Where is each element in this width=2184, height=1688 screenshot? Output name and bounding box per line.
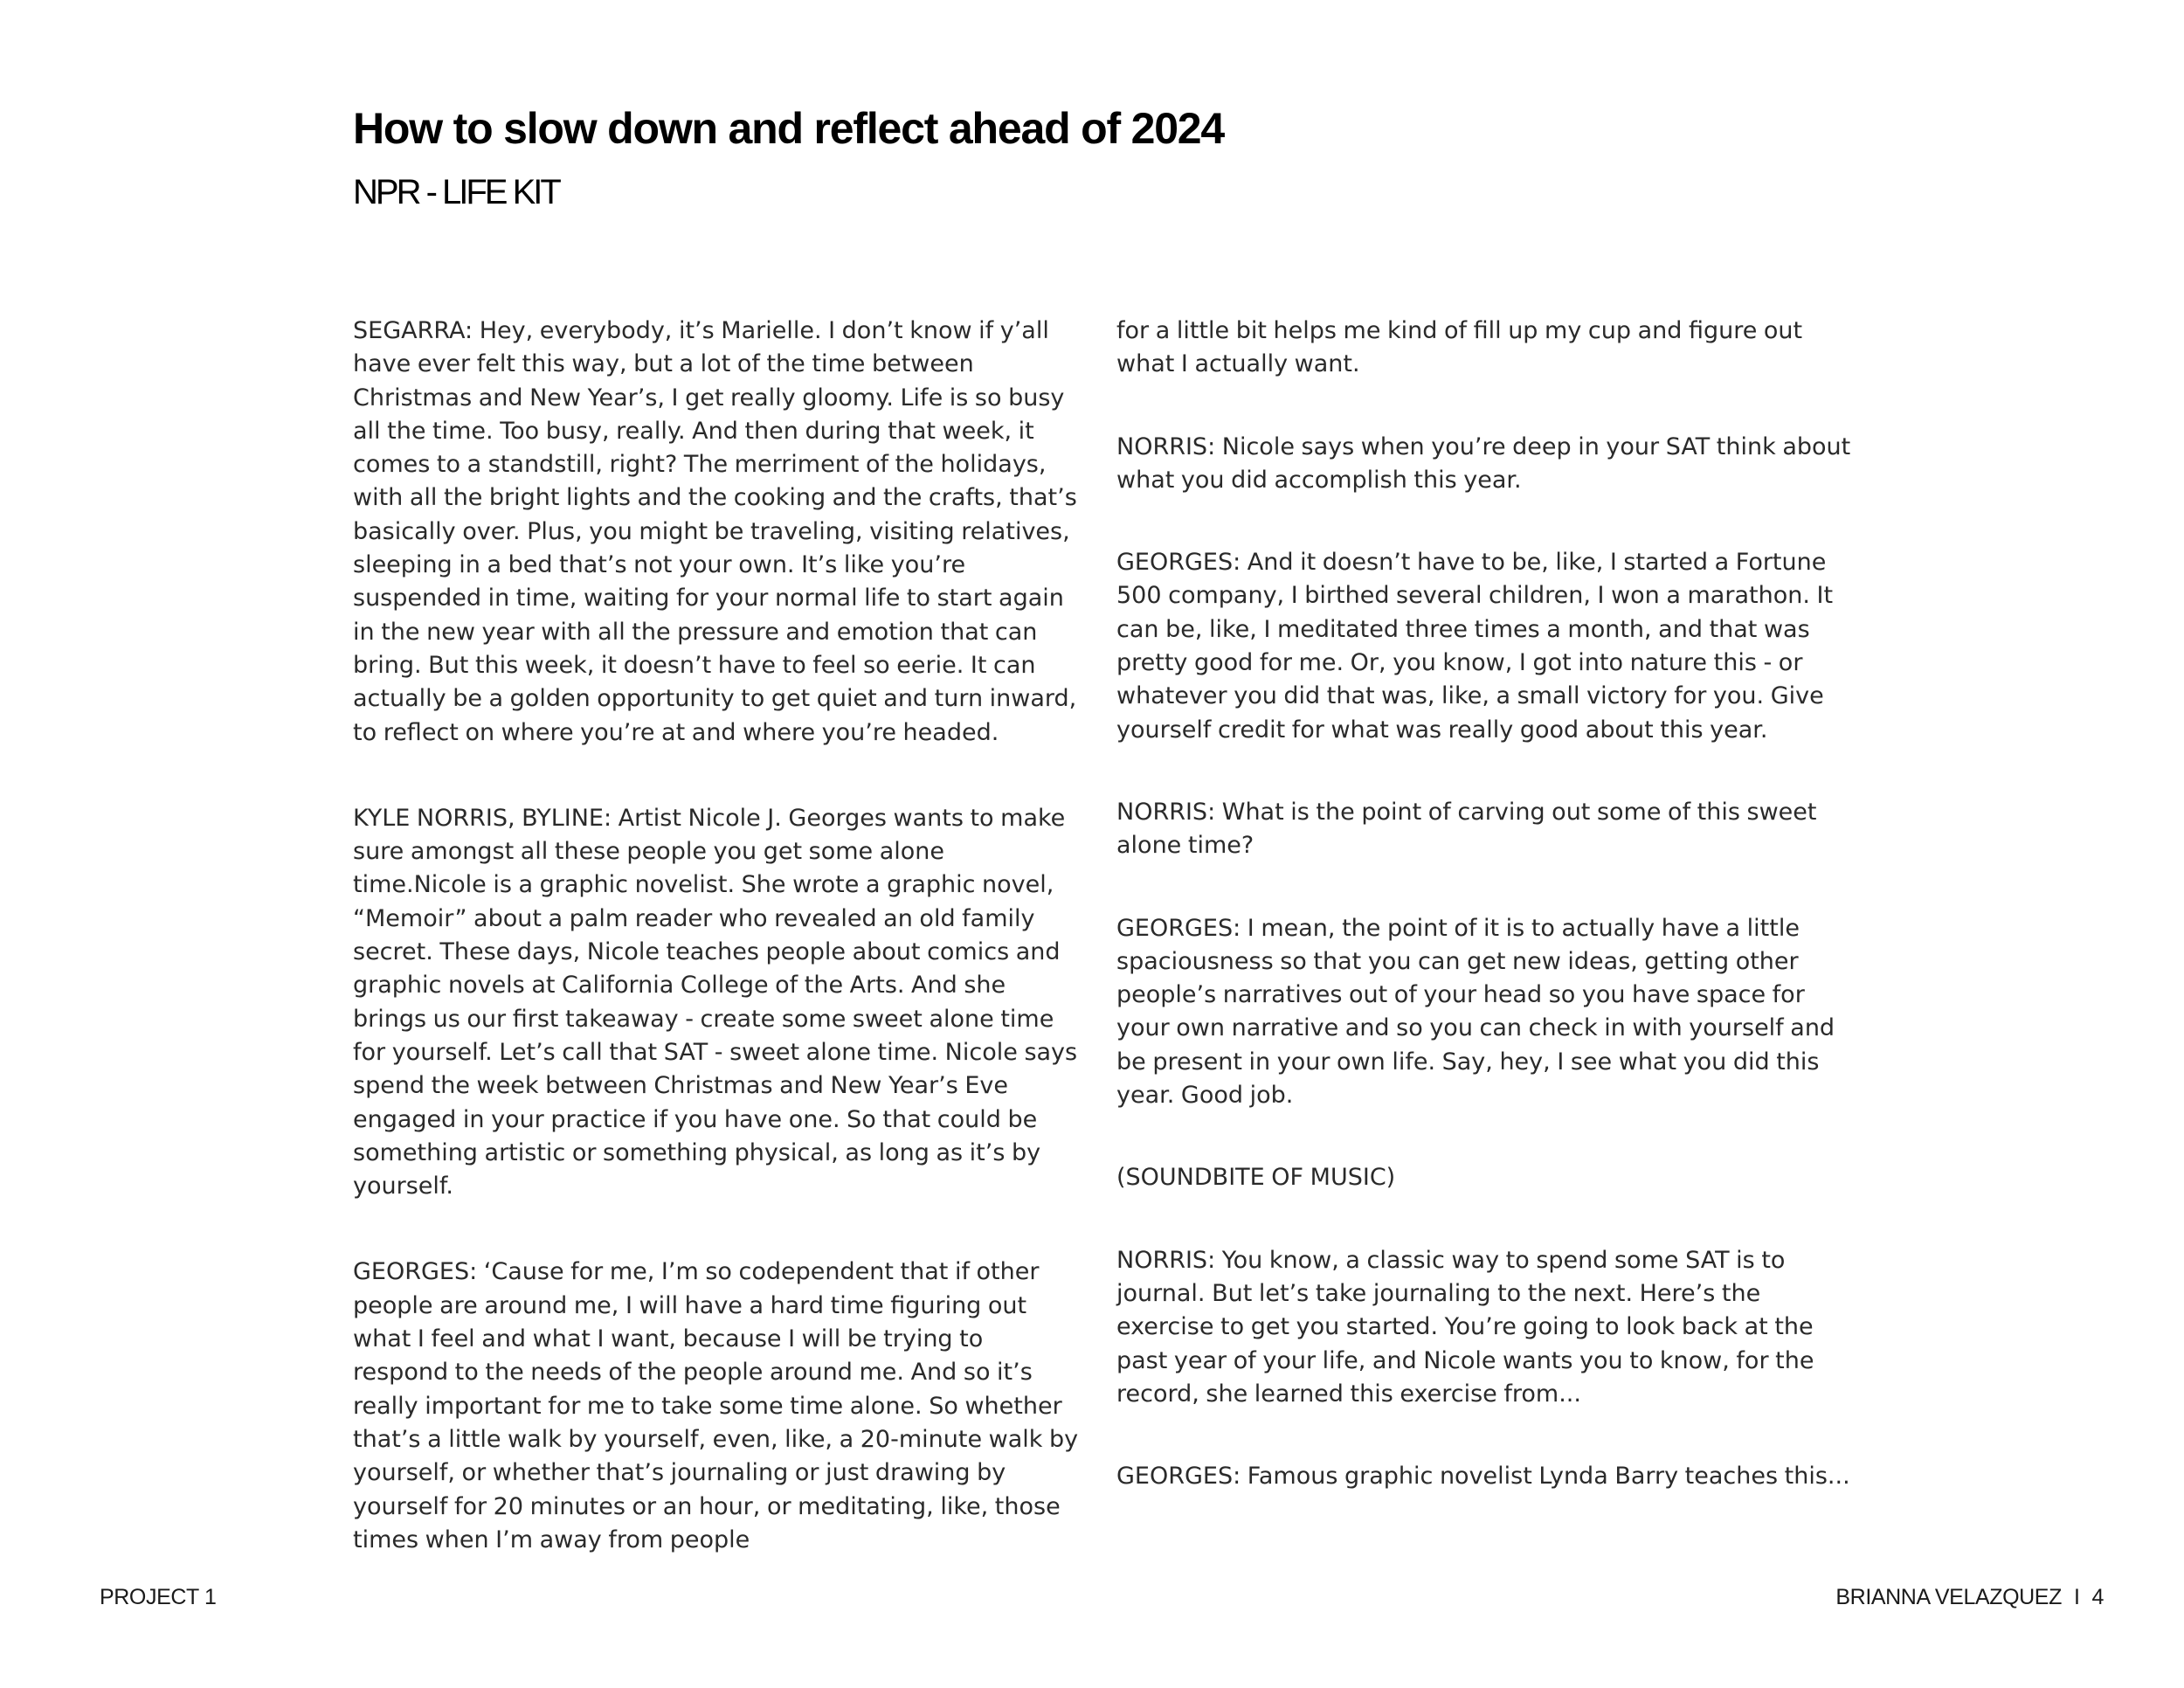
- paragraph-georges-spaciousness: GEORGES: I mean, the point of it is to actually have a little spaciousness so that you can get new ideas, getting other people’s narratives out of your head so you have space for your own narrative and so you can check in with yourself and be present in your own life. Say, hey, I see what you did this year. Good job.: [1116, 914, 1835, 1110]
- footer-author-page: [1835, 1585, 2104, 1610]
- paragraph-norris-journal: NORRIS: You know, a classic way to spend some SAT is to journal. But let’s take journaling to the next. Here’s the exercise to get you started. You’re going to look back at the past year of your life, and Nicole wants you to know, for the record, she learned this exercise from...: [1116, 1246, 1814, 1408]
- paragraph-soundbite: (SOUNDBITE OF MUSIC): [1116, 1164, 1396, 1192]
- page-subtitle: NPR - LIFE KIT: [353, 173, 559, 211]
- paragraph-norris-byline: KYLE NORRIS, BYLINE: Artist Nicole J. Georges wants to make sure amongst all these people you get some alone time.Nicole is a graphic novelist. She wrote a graphic novel, “Memoir” about a palm reader who revealed an old family secret. These days, Nicole teaches people about comics and graphic novels at California College of the Arts. And she brings us our first takeaway - create some sweet alone time for yourself. Let’s call that SAT - sweet alone time. Nicole says spend the week between Christmas and New Year’s Eve engaged in your practice if you have one. So that could be something artistic or something physical, as long as it’s by yourself.: [353, 804, 1078, 1200]
- paragraph-norris-accomplish: NORRIS: Nicole says when you’re deep in your SAT think about what you did accomplish this year.: [1116, 432, 1851, 494]
- paragraph-georges-codependent: GEORGES: ‘Cause for me, I’m so codependent that if other people are around me, I will have a hard time figuring out what I feel and what I want, because I will be trying to respond to the needs of the people around me. And so it’s really important for me to take some time alone. So whether that’s a little walk by yourself, even, like, a 20-minute walk by yourself, or whether that’s journaling or just drawing by yourself for 20 minutes or an hour, or meditating, like, those times when I’m away from people: [353, 1258, 1079, 1553]
- right-column: [1116, 315, 1859, 1542]
- footer-project-label: PROJECT 1: [100, 1585, 217, 1609]
- footer-separator: I: [2073, 1585, 2080, 1609]
- paragraph-segarra-intro: SEGARRA: Hey, everybody, it’s Marielle. I don’t know if y’all have ever felt this way, but a lot of the time between Christmas and New Year’s, I get really gloomy. Life is so busy all the time. Too busy, really. And then during that week, it comes to a standstill, right? The merriment of the holidays, with all the bright lights and the cooking and the crafts, that’s basically over. Plus, you might be traveling, visiting relatives, sleeping in a bed that’s not your own. It’s like you’re suspended in time, waiting for your normal life to start again in the new year with all the pressure and emotion that can bring. But this week, it doesn’t have to feel so eerie. It can actually be a golden opportunity to get quiet and turn inward, to reflect on where you’re at and where you’re headed.: [353, 317, 1077, 746]
- paragraph-norris-point: NORRIS: What is the point of carving out some of this sweet alone time?: [1116, 798, 1817, 860]
- footer-page-number: 4: [2091, 1585, 2104, 1609]
- footer-author: BRIANNA VELAZQUEZ: [1835, 1585, 2062, 1609]
- paragraph-georges-barry: GEORGES: Famous graphic novelist Lynda Barry teaches this...: [1116, 1463, 1850, 1491]
- left-column: [353, 315, 1080, 1609]
- paragraph-continuation: for a little bit helps me kind of fill up my cup and figure out what I actually want.: [1116, 317, 1803, 378]
- paragraph-georges-fortune: GEORGES: And it doesn’t have to be, like, I started a Fortune 500 company, I birthed several children, I won a marathon. It can be, like, I meditated three times a month, and that was pretty good for me. Or, you know, I got into nature this - or whatever you did that was, like, a small victory for you. Give yourself credit for what was really good about this year.: [1116, 549, 1834, 744]
- page-title: How to slow down and reflect ahead of 2024: [353, 104, 1225, 153]
